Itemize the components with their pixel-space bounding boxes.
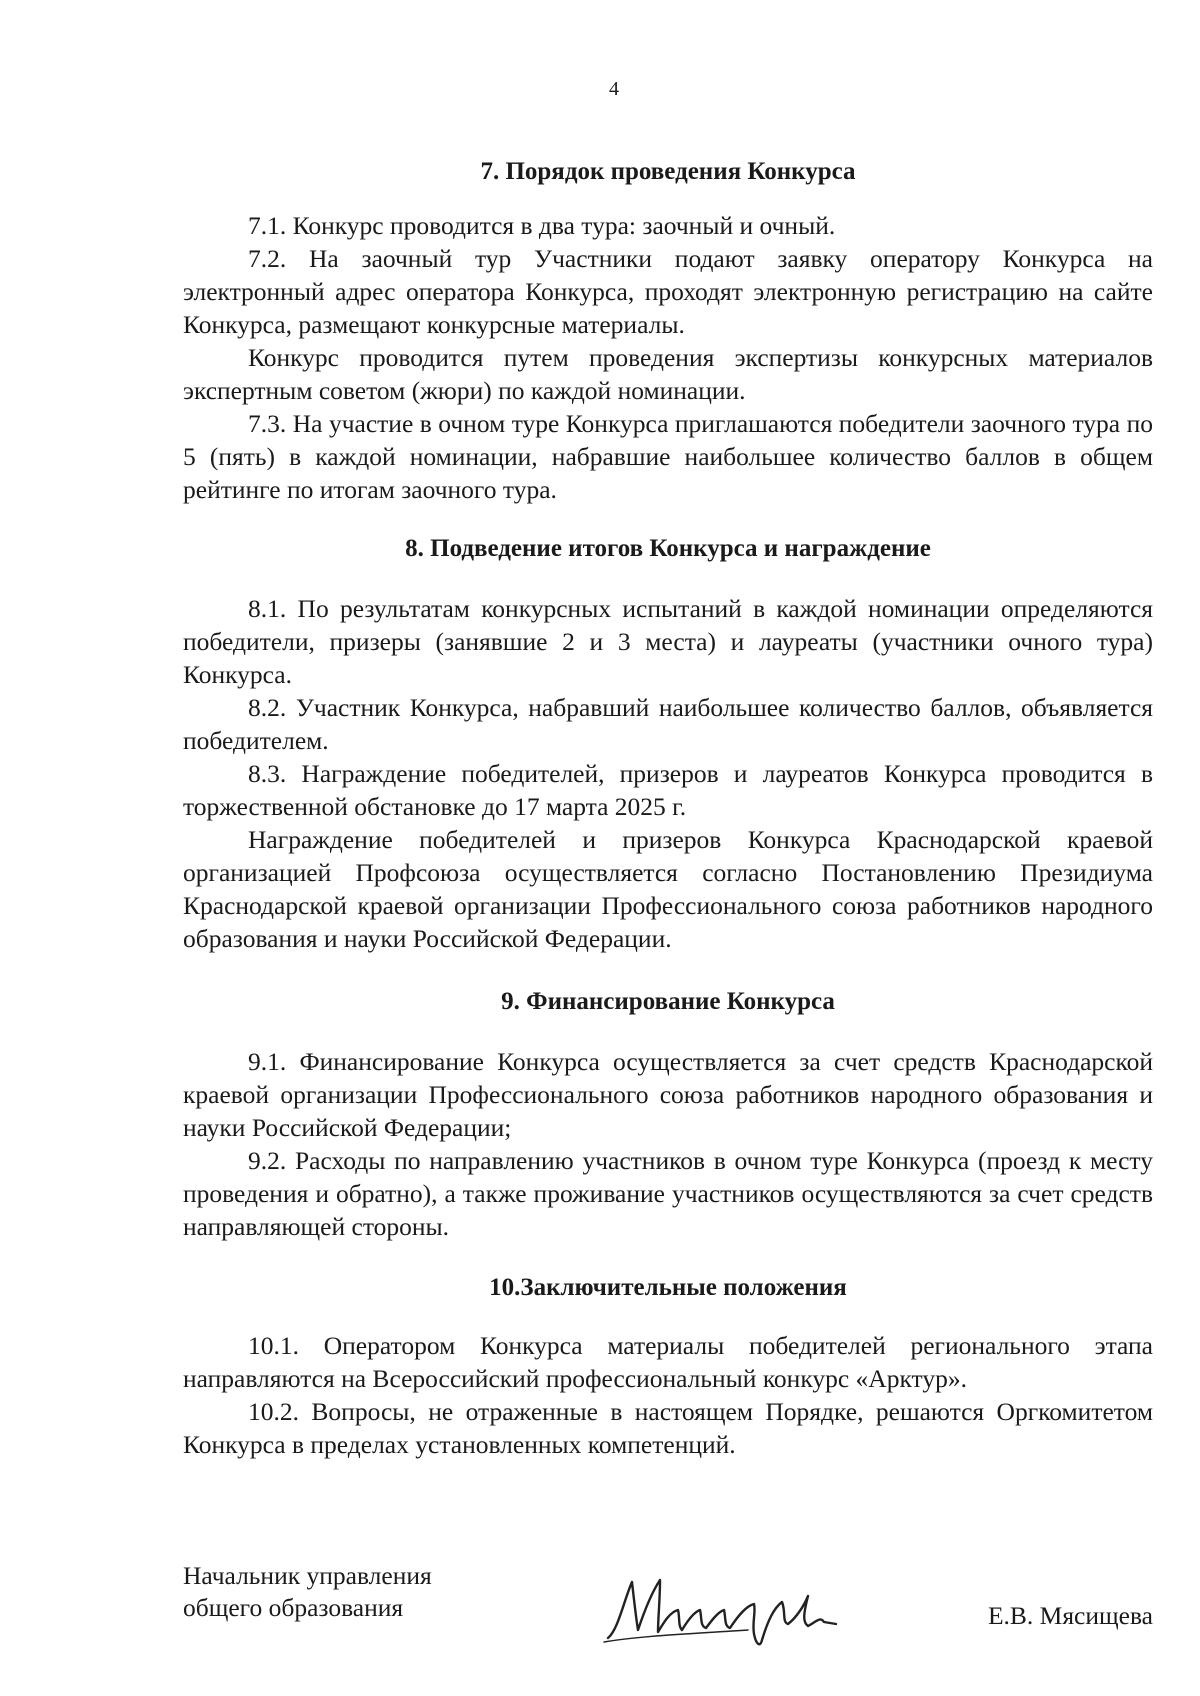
paragraph: 10.1. Оператором Конкурса материалы победителей регионального этапа направляются на Всероссийский профессиональный конкурс «Арктур». (183, 1331, 1153, 1393)
paragraph: 9.1. Финансирование Конкурса осуществляется за счет средств Краснодарской краевой организации Профессионального союза работников народного образования и науки Российской Федерации; (183, 1047, 1153, 1142)
document-body (183, 155, 1153, 1461)
section-heading: 10.Заключительные положения (489, 1274, 847, 1301)
signatory-position (183, 1560, 432, 1624)
handwritten-signature (598, 1560, 858, 1650)
paragraph: 8.1. По результатам конкурсных испытаний в каждой номинации определяются победители, призеры (занявшие 2 и 3 места) и лауреаты (участники очного тура) Конкурса. (183, 594, 1153, 689)
paragraph: 8.2. Участник Конкурса, набравший наибольшее количество баллов, объявляется победителем. (183, 693, 1153, 755)
paragraph: 8.3. Награждение победителей, призеров и лауреатов Конкурса проводится в торжественной обстановке до 17 марта 2025 г. (183, 759, 1153, 821)
section-7 (183, 155, 1153, 506)
paragraph: Конкурс проводится путем проведения экспертизы конкурсных материалов экспертным советом (жюри) по каждой номинации. (183, 343, 1153, 405)
signatory-name: Е.В. Мясищева (987, 1601, 1153, 1630)
section-heading: 8. Подведение итогов Конкурса и награждение (405, 535, 931, 562)
section-heading: 7. Порядок проведения Конкурса (480, 158, 856, 185)
paragraph: 7.3. На участие в очном туре Конкурса приглашаются победители заочного тура по 5 (пять) в каждой номинации, набравшие наибольшее количество баллов в общем рейтинге по итогам заочного тура. (183, 409, 1153, 504)
section-8 (183, 532, 1153, 955)
section-9 (183, 985, 1153, 1243)
section-10 (183, 1271, 1153, 1461)
paragraph: 7.2. На заочный тур Участники подают заявку оператору Конкурса на электронный адрес оператора Конкурса, проходят электронную регистрацию на сайте Конкурса, размещают конкурсные материалы. (183, 244, 1153, 339)
signature-block (183, 1560, 1153, 1670)
paragraph: 9.2. Расходы по направлению участников в очном туре Конкурса (проезд к месту проведения и обратно), а также проживание участников осуществляются за счет средств направляющей стороны. (183, 1146, 1153, 1241)
paragraph: Награждение победителей и призеров Конкурса Краснодарской краевой организацией Профсоюза осуществляется согласно Постановлению Президиума Краснодарской краевой организации Профессионального союза работников народного образования и науки Российской Федерации. (183, 825, 1153, 953)
section-heading: 9. Финансирование Конкурса (501, 988, 835, 1015)
signatory-position-line: Начальник управления (183, 1561, 432, 1590)
paragraph: 10.2. Вопросы, не отраженные в настоящем Порядке, решаются Оргкомитетом Конкурса в пределах установленных компетенций. (183, 1397, 1153, 1459)
paragraph: 7.1. Конкурс проводится в два тура: заочный и очный. (248, 211, 836, 240)
signatory-position-line: общего образования (183, 1593, 404, 1622)
page-number: 4 (609, 78, 619, 100)
